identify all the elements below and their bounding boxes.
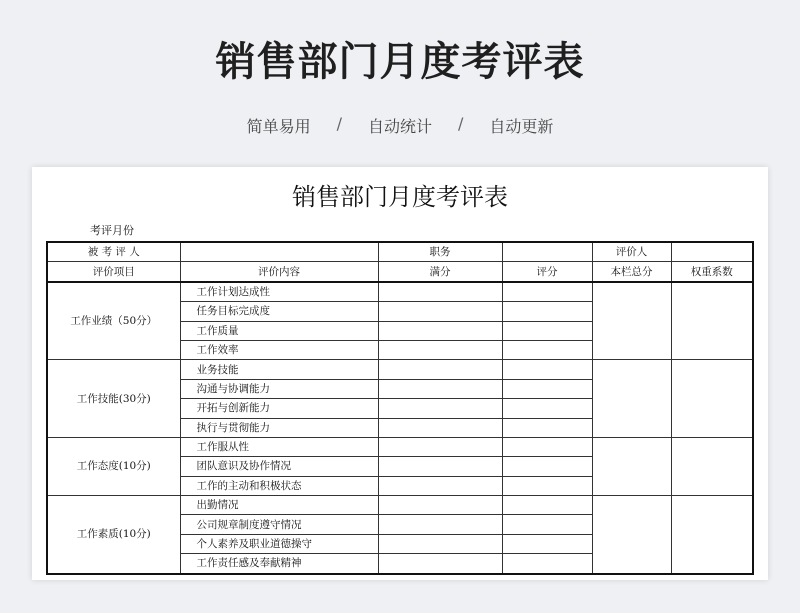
tag-separator: / [458, 114, 464, 133]
evaluator-cell[interactable] [671, 242, 753, 262]
section-total-cell[interactable] [592, 360, 671, 438]
category-cell: 工作态度(10分) [47, 437, 180, 495]
period-label: 考评月份 [90, 224, 134, 237]
evaluator-label: 评价人 [592, 242, 671, 262]
full-score-cell[interactable] [378, 554, 502, 574]
category-cell: 工作技能(30分) [47, 360, 180, 438]
column-header: 本栏总分 [592, 262, 671, 282]
score-cell[interactable] [502, 282, 592, 302]
weight-cell[interactable] [671, 437, 753, 495]
weight-cell[interactable] [671, 496, 753, 574]
criteria-cell: 工作效率 [180, 340, 378, 359]
column-header: 满分 [378, 262, 502, 282]
score-cell[interactable] [502, 476, 592, 495]
full-score-cell[interactable] [378, 360, 502, 379]
criteria-cell: 团队意识及协作情况 [180, 457, 378, 476]
criteria-cell: 沟通与协调能力 [180, 379, 378, 398]
page-title: 销售部门月度考评表 [215, 39, 585, 85]
column-header: 评价项目 [47, 262, 180, 282]
criteria-cell: 任务目标完成度 [180, 302, 378, 321]
score-cell[interactable] [502, 437, 592, 456]
tagline [0, 114, 800, 137]
position-cell[interactable] [502, 242, 592, 262]
criteria-cell: 工作的主动和积极状态 [180, 476, 378, 495]
criteria-cell: 工作计划达成性 [180, 282, 378, 302]
full-score-cell[interactable] [378, 496, 502, 515]
full-score-cell[interactable] [378, 282, 502, 302]
score-cell[interactable] [502, 340, 592, 359]
full-score-cell[interactable] [378, 379, 502, 398]
table-row [47, 360, 753, 379]
table-row [47, 496, 753, 515]
criteria-cell: 出勤情况 [180, 496, 378, 515]
score-cell[interactable] [502, 554, 592, 574]
section-total-cell[interactable] [592, 437, 671, 495]
full-score-cell[interactable] [378, 302, 502, 321]
category-cell: 工作业绩（50分） [47, 282, 180, 360]
score-cell[interactable] [502, 515, 592, 534]
table-row [47, 437, 753, 456]
table-row [47, 282, 753, 302]
full-score-cell[interactable] [378, 340, 502, 359]
evaluatee-label: 被 考 评 人 [47, 242, 180, 262]
tag-separator: / [336, 114, 342, 133]
criteria-cell: 执行与贯彻能力 [180, 418, 378, 437]
score-cell[interactable] [502, 399, 592, 418]
full-score-cell[interactable] [378, 418, 502, 437]
tag-auto-stats: 自动统计 [367, 117, 432, 136]
column-header: 评分 [502, 262, 592, 282]
spreadsheet-preview [32, 167, 768, 580]
criteria-cell: 个人素养及职业道德操守 [180, 534, 378, 553]
section-total-cell[interactable] [592, 496, 671, 574]
full-score-cell[interactable] [378, 457, 502, 476]
column-header: 评价内容 [180, 262, 378, 282]
criteria-cell: 工作服从性 [180, 437, 378, 456]
score-cell[interactable] [502, 379, 592, 398]
score-cell[interactable] [502, 534, 592, 553]
criteria-cell: 开拓与创新能力 [180, 399, 378, 418]
weight-cell[interactable] [671, 282, 753, 360]
score-cell[interactable] [502, 496, 592, 515]
score-cell[interactable] [502, 418, 592, 437]
full-score-cell[interactable] [378, 399, 502, 418]
score-cell[interactable] [502, 457, 592, 476]
criteria-cell: 工作质量 [180, 321, 378, 340]
position-label: 职务 [378, 242, 502, 262]
section-total-cell[interactable] [592, 282, 671, 360]
score-cell[interactable] [502, 302, 592, 321]
evaluatee-cell[interactable] [180, 242, 378, 262]
weight-cell[interactable] [671, 360, 753, 438]
full-score-cell[interactable] [378, 534, 502, 553]
score-cell[interactable] [502, 360, 592, 379]
evaluation-table [46, 241, 754, 575]
sheet-title: 销售部门月度考评表 [292, 183, 508, 211]
full-score-cell[interactable] [378, 321, 502, 340]
criteria-cell: 业务技能 [180, 360, 378, 379]
full-score-cell[interactable] [378, 437, 502, 456]
criteria-cell: 公司规章制度遵守情况 [180, 515, 378, 534]
tag-easy: 简单易用 [246, 117, 311, 136]
tag-auto-update: 自动更新 [489, 117, 554, 136]
column-header: 权重系数 [671, 262, 753, 282]
full-score-cell[interactable] [378, 476, 502, 495]
category-cell: 工作素质(10分) [47, 496, 180, 574]
full-score-cell[interactable] [378, 515, 502, 534]
score-cell[interactable] [502, 321, 592, 340]
criteria-cell: 工作责任感及奉献精神 [180, 554, 378, 574]
